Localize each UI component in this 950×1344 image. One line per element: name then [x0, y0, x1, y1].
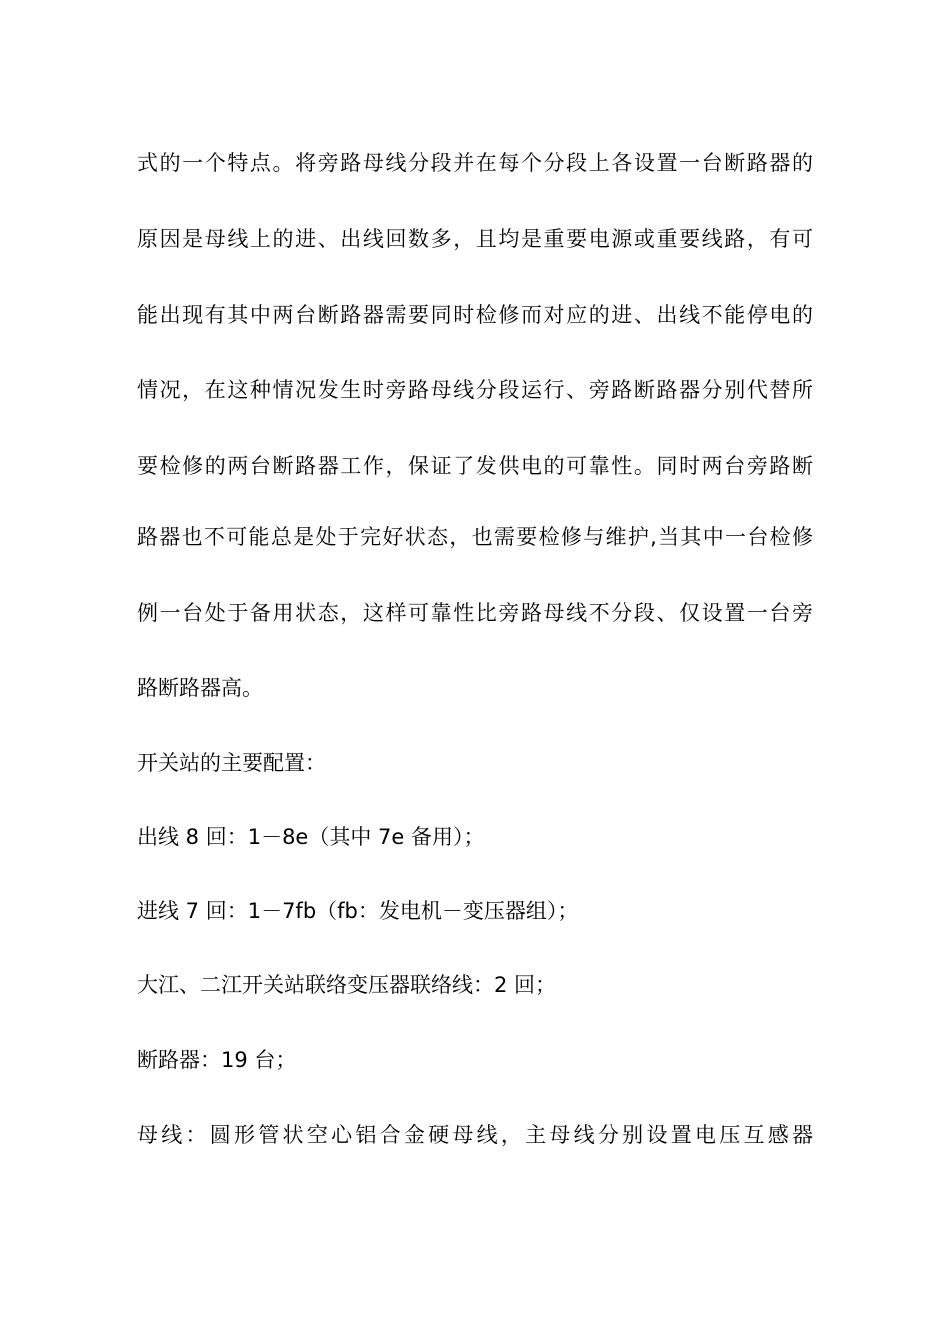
paragraph-line: 能出现有其中两台断路器需要同时检修而对应的进、出线不能停电的 [137, 303, 813, 327]
paragraph-line: 情况，在这种情况发生时旁路母线分段运行、旁路断路器分别代替所 [137, 378, 813, 402]
paragraph-line: 路器也不可能总是处于完好状态，也需要检修与维护,当其中一台检修 [137, 525, 813, 549]
config-item: 断路器：19 台； [137, 1048, 297, 1072]
paragraph-line: 式的一个特点。将旁路母线分段并在每个分段上各设置一台断路器的 [137, 151, 813, 175]
paragraph-line: 例一台处于备用状态，这样可靠性比旁路母线不分段、仅设置一台旁 [137, 601, 813, 625]
paragraph-line: 要检修的两台断路器工作，保证了发供电的可靠性。同时两台旁路断 [137, 454, 813, 478]
config-heading: 开关站的主要配置： [137, 751, 326, 775]
config-item: 大江、二江开关站联络变压器联络线：2 回； [137, 973, 557, 997]
config-item: 进线 7 回：1－7fb（fb：发电机－变压器组）； [137, 899, 579, 923]
config-item: 出线 8 回：1－8e（其中 7e 备用）； [137, 825, 485, 849]
paragraph-line: 路断路器高。 [137, 676, 263, 700]
config-item: 母线：圆形管状空心铝合金硬母线，主母线分别设置电压互感器 [137, 1123, 813, 1147]
paragraph-line: 原因是母线上的进、出线回数多，且均是重要电源或重要线路，有可 [137, 227, 813, 251]
